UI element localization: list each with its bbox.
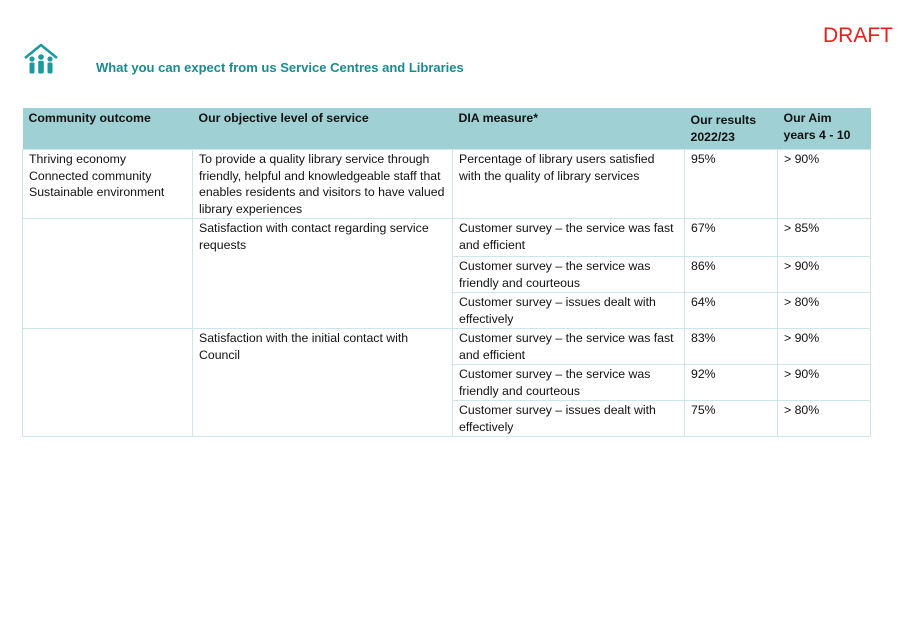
page-title: What you can expect from us Service Centres and Libraries	[96, 60, 464, 75]
service-levels-table	[22, 108, 871, 437]
result-cell: 75%	[685, 401, 778, 437]
people-house-icon	[22, 42, 60, 78]
column-header-objective: Our objective level of service	[193, 108, 453, 150]
column-header-aim: Our Aim years 4 - 10	[778, 108, 871, 150]
measure-cell: Customer survey – the service was friendly and courteous	[453, 365, 685, 401]
result-cell: 64%	[685, 293, 778, 329]
objective-cell: Satisfaction with contact regarding service requests	[193, 219, 453, 329]
table-row	[23, 329, 871, 365]
outcome-item: Connected community	[29, 168, 152, 183]
draft-watermark: DRAFT	[823, 24, 893, 47]
result-cell: 95%	[685, 150, 778, 219]
measure-cell: Customer survey – the service was fast and efficient	[453, 329, 685, 365]
outcome-item: Thriving economy	[29, 152, 127, 166]
table-row	[23, 219, 871, 257]
measure-cell: Percentage of library users satisfied with the quality of library services	[453, 150, 685, 219]
table-header-row	[23, 108, 871, 150]
community-outcome-cell	[23, 150, 193, 219]
measure-cell: Customer survey – the service was friendly and courteous	[453, 257, 685, 293]
community-outcome-cell	[23, 329, 193, 437]
aim-cell: > 90%	[778, 329, 871, 365]
objective-cell: Satisfaction with the initial contact with Council	[193, 329, 453, 437]
aim-cell: > 90%	[778, 257, 871, 293]
column-header-outcome: Community outcome	[23, 108, 193, 150]
aim-cell: > 80%	[778, 293, 871, 329]
table-row	[23, 150, 871, 219]
column-header-results: Our results 2022/23	[685, 108, 778, 150]
result-cell: 86%	[685, 257, 778, 293]
column-header-measure: DIA measure*	[453, 108, 685, 150]
result-cell: 92%	[685, 365, 778, 401]
objective-cell: To provide a quality library service through friendly, helpful and knowledgeable staff that enables residents and visitors to have valued library experiences	[193, 150, 453, 219]
aim-cell: > 85%	[778, 219, 871, 257]
aim-cell: > 80%	[778, 401, 871, 437]
measure-cell: Customer survey – issues dealt with effectively	[453, 293, 685, 329]
measure-cell: Customer survey – issues dealt with effectively	[453, 401, 685, 437]
measure-cell: Customer survey – the service was fast and efficient	[453, 219, 685, 257]
result-cell: 83%	[685, 329, 778, 365]
aim-cell: > 90%	[778, 150, 871, 219]
community-outcome-cell	[23, 219, 193, 329]
outcome-item: Sustainable environment	[29, 185, 165, 199]
result-cell: 67%	[685, 219, 778, 257]
aim-cell: > 90%	[778, 365, 871, 401]
